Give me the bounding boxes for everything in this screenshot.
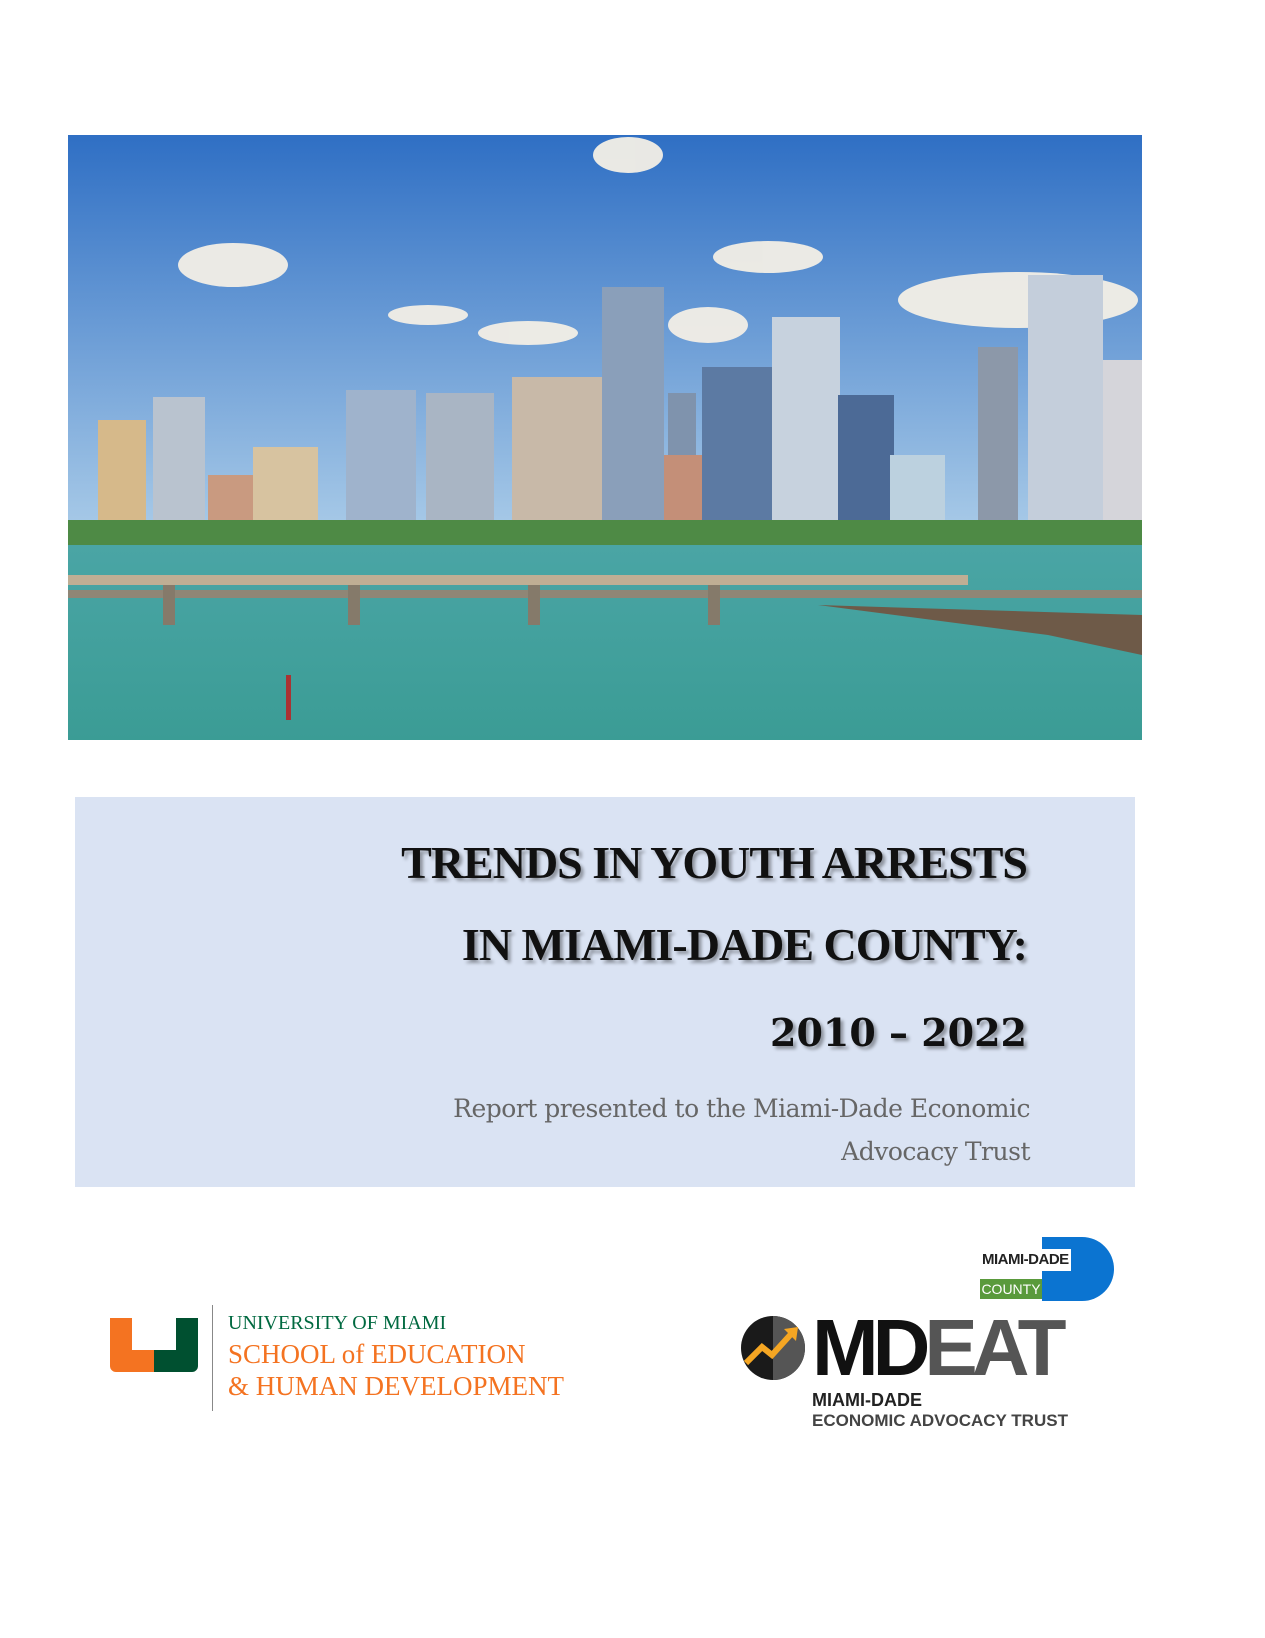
title-box bbox=[75, 797, 1135, 1187]
county-top-text: MIAMI-DADE bbox=[980, 1249, 1071, 1271]
mdeat-sub-2: ECONOMIC ADVOCACY TRUST bbox=[812, 1411, 1068, 1430]
mdeat-sub-1: MIAMI-DADE bbox=[812, 1390, 922, 1410]
mdeat-logo bbox=[740, 1303, 1120, 1433]
subtitle: Report presented to the Miami-Dade Economic Advocacy Trust bbox=[453, 1094, 1030, 1166]
um-line-1: UNIVERSITY OF MIAMI bbox=[228, 1312, 447, 1334]
mdeat-eat: EAT bbox=[924, 1303, 1061, 1392]
mdeat-wordmark bbox=[812, 1303, 1061, 1392]
growth-arrow-icon bbox=[740, 1315, 806, 1381]
logo-divider bbox=[212, 1305, 213, 1411]
title-line-2: IN MIAMI-DADE COUNTY: bbox=[461, 919, 1027, 970]
um-line-2: SCHOOL of EDUCATION bbox=[228, 1339, 526, 1369]
u-logo-icon bbox=[110, 1318, 198, 1372]
county-bottom-text: COUNTY bbox=[981, 1281, 1041, 1297]
um-line-3: & HUMAN DEVELOPMENT bbox=[228, 1371, 564, 1401]
mdeat-md: MD bbox=[812, 1303, 925, 1392]
title-line-1: TRENDS IN YOUTH ARRESTS bbox=[401, 837, 1027, 888]
university-of-miami-logo bbox=[110, 1305, 630, 1415]
miami-dade-county-logo bbox=[980, 1237, 1120, 1301]
miami-skyline-photo bbox=[68, 135, 1142, 740]
title-years: 2010 – 2022 bbox=[770, 1010, 1027, 1055]
